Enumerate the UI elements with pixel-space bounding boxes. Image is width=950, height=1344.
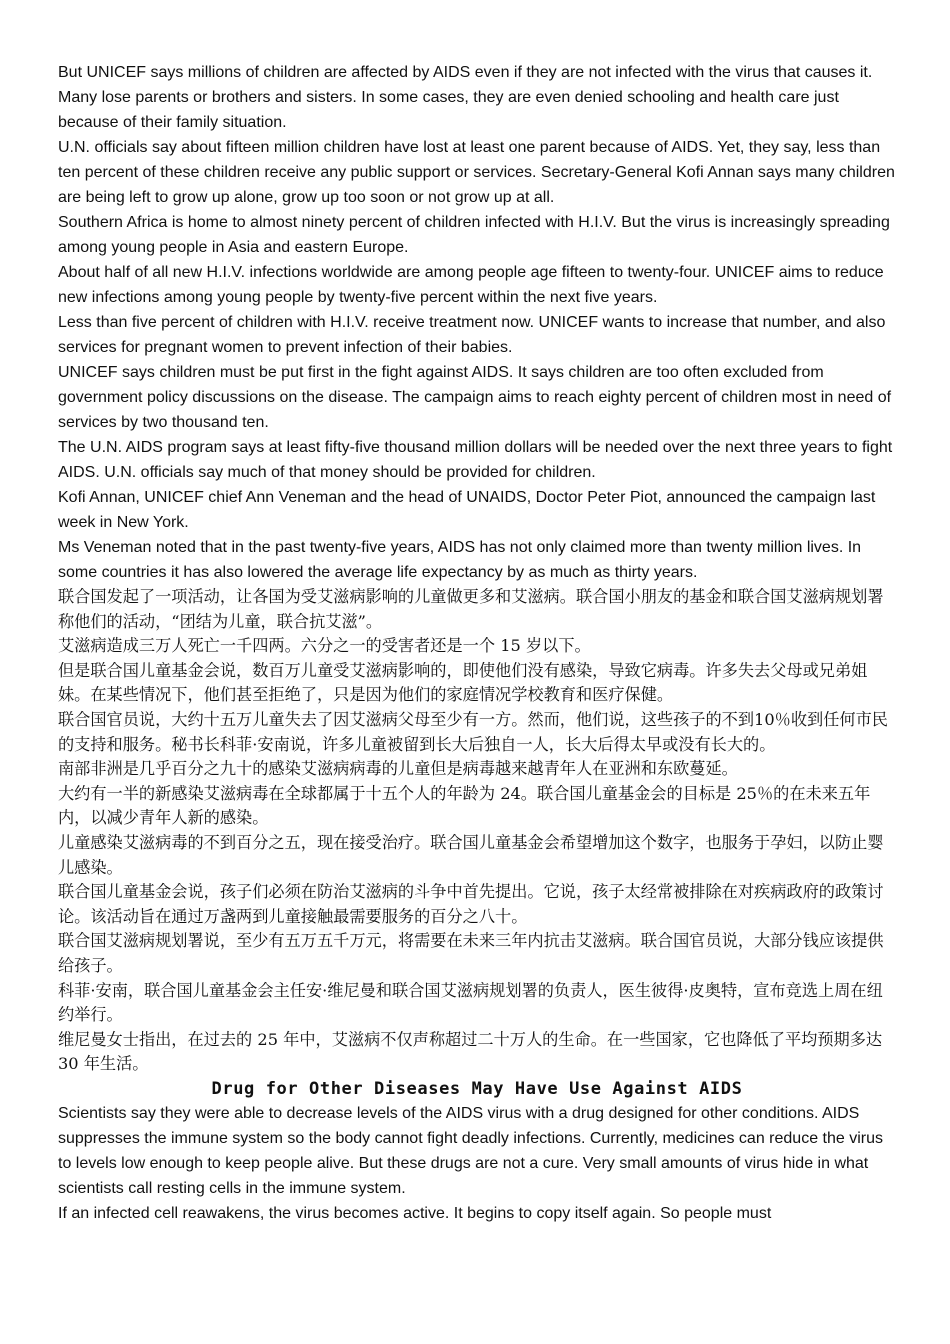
translation-paragraph: 大约有一半的新感染艾滋病毒在全球都属于十五个人的年龄为 24。联合国儿童基金会的目标是 25％的在未来五年内，以减少青年人新的感染。 [58,783,871,828]
second-article [58,1077,896,1226]
paragraph: U.N. officials say about fifteen million children have lost at least one parent because of AIDS. Yet, they say, less than ten percent of these children receive any public support or services. Secretary-General Kofi Annan says many children are being left to grow up alone, grow up too soon or not grow up at all. [58,139,895,206]
translation-paragraph: 但是联合国儿童基金会说，数百万儿童受艾滋病影响的，即使他们没有感染，导致它病毒。许多失去父母或兄弟姐妹。在某些情况下，他们甚至拒绝了，只是因为他们的家庭情况学校教育和医疗保健。 [58,660,868,705]
translation-paragraph: 联合国儿童基金会说，孩子们必须在防治艾滋病的斗争中首先提出。它说，孩子太经常被排除在对疾病政府的政策讨论。该活动旨在通过万盏两到儿童接触最需要服务的百分之八十。 [58,882,884,926]
translation-paragraph: 联合国官员说，大约十五万儿童失去了因艾滋病父母至少有一方。然而，他们说，这些孩子的不到10％收到任何市民的支持和服务。秘书长科菲·安南说，许多儿童被留到长大后独自一人，长大后得太早或没有长大的。 [58,709,888,754]
paragraph: Ms Veneman noted that in the past twenty-five years, AIDS has not only claimed more than twenty million lives. In some countries it has also lowered the average life expectancy by as much as thirty years. [58,539,862,581]
document-page [58,60,896,1226]
paragraph: But UNICEF says millions of children are affected by AIDS even if they are not infected with the virus that causes it. Many lose parents or brothers and sisters. In some cases, they are even denied schooling and health care just because of their family situation. [58,64,873,131]
english-section [58,60,896,585]
translation-paragraph: 科菲·安南，联合国儿童基金会主任安·维尼曼和联合国艾滋病规划署的负责人，医生彼得·皮奥特，宣布竞选上周在纽约举行。 [58,980,883,1025]
paragraph: About half of all new H.I.V. infections worldwide are among people age fifteen to twenty-four. UNICEF aims to reduce new infections among young people by twenty-five percent within the next five years. [58,264,884,306]
translation-paragraph: 儿童感染艾滋病毒的不到百分之五，现在接受治疗。联合国儿童基金会希望增加这个数字，也服务于孕妇，以防止婴儿感染。 [58,832,884,877]
paragraph: UNICEF says children must be put first in the fight against AIDS. It says children are too often excluded from government policy discussions on the disease. The campaign aims to reach eighty percent of children most in need of services by two thousand ten. [58,364,892,431]
translation-paragraph: 维尼曼女士指出，在过去的 25 年中，艾滋病不仅声称超过二十万人的生命。在一些国家，它也降低了平均预期多达 30 年生活。 [58,1029,883,1074]
article-title: Drug for Other Diseases May Have Use Against AIDS [211,1078,743,1099]
translation-paragraph: 联合国艾滋病规划署说，至少有五万五千万元，将需要在未来三年内抗击艾滋病。联合国官员说，大部分钱应该提供给孩子。 [58,931,884,975]
translation-paragraph: 联合国发起了一项活动，让各国为受艾滋病影响的儿童做更多和艾滋病。联合国小朋友的基金和联合国艾滋病规划署称他们的活动，“团结为儿童，联合抗艾滋”。 [58,587,884,631]
paragraph: Scientists say they were able to decrease levels of the AIDS virus with a drug designed for other conditions. AIDS suppresses the immune system so the body cannot fight deadly infections. Currently, medicines can reduce the virus to levels low enough to keep people alive. But these drugs are not a cure. Very small amounts of virus hide in what scientists call resting cells in the immune system. [58,1104,884,1197]
translation-paragraph: 南部非洲是几乎百分之九十的感染艾滋病病毒的儿童但是病毒越来越青年人在亚洲和东欧蔓延。 [58,759,738,779]
paragraph: The U.N. AIDS program says at least fifty-five thousand million dollars will be needed over the next three years to fight AIDS. U.N. officials say much of that money should be provided for children. [58,439,893,481]
paragraph: Kofi Annan, UNICEF chief Ann Veneman and the head of UNAIDS, Doctor Peter Piot, announced the campaign last week in New York. [58,489,876,531]
paragraph: Less than five percent of children with H.I.V. receive treatment now. UNICEF wants to increase that number, and also services for pregnant women to prevent infection of their babies. [58,314,886,356]
chinese-translation [58,585,896,1077]
paragraph: Southern Africa is home to almost ninety percent of children infected with H.I.V. But the virus is increasingly spreading among young people in Asia and eastern Europe. [58,214,890,256]
paragraph: If an infected cell reawakens, the virus becomes active. It begins to copy itself again. So people must [58,1204,772,1222]
translation-paragraph: 艾滋病造成三万人死亡一千四两。六分之一的受害者还是一个 15 岁以下。 [58,636,591,656]
